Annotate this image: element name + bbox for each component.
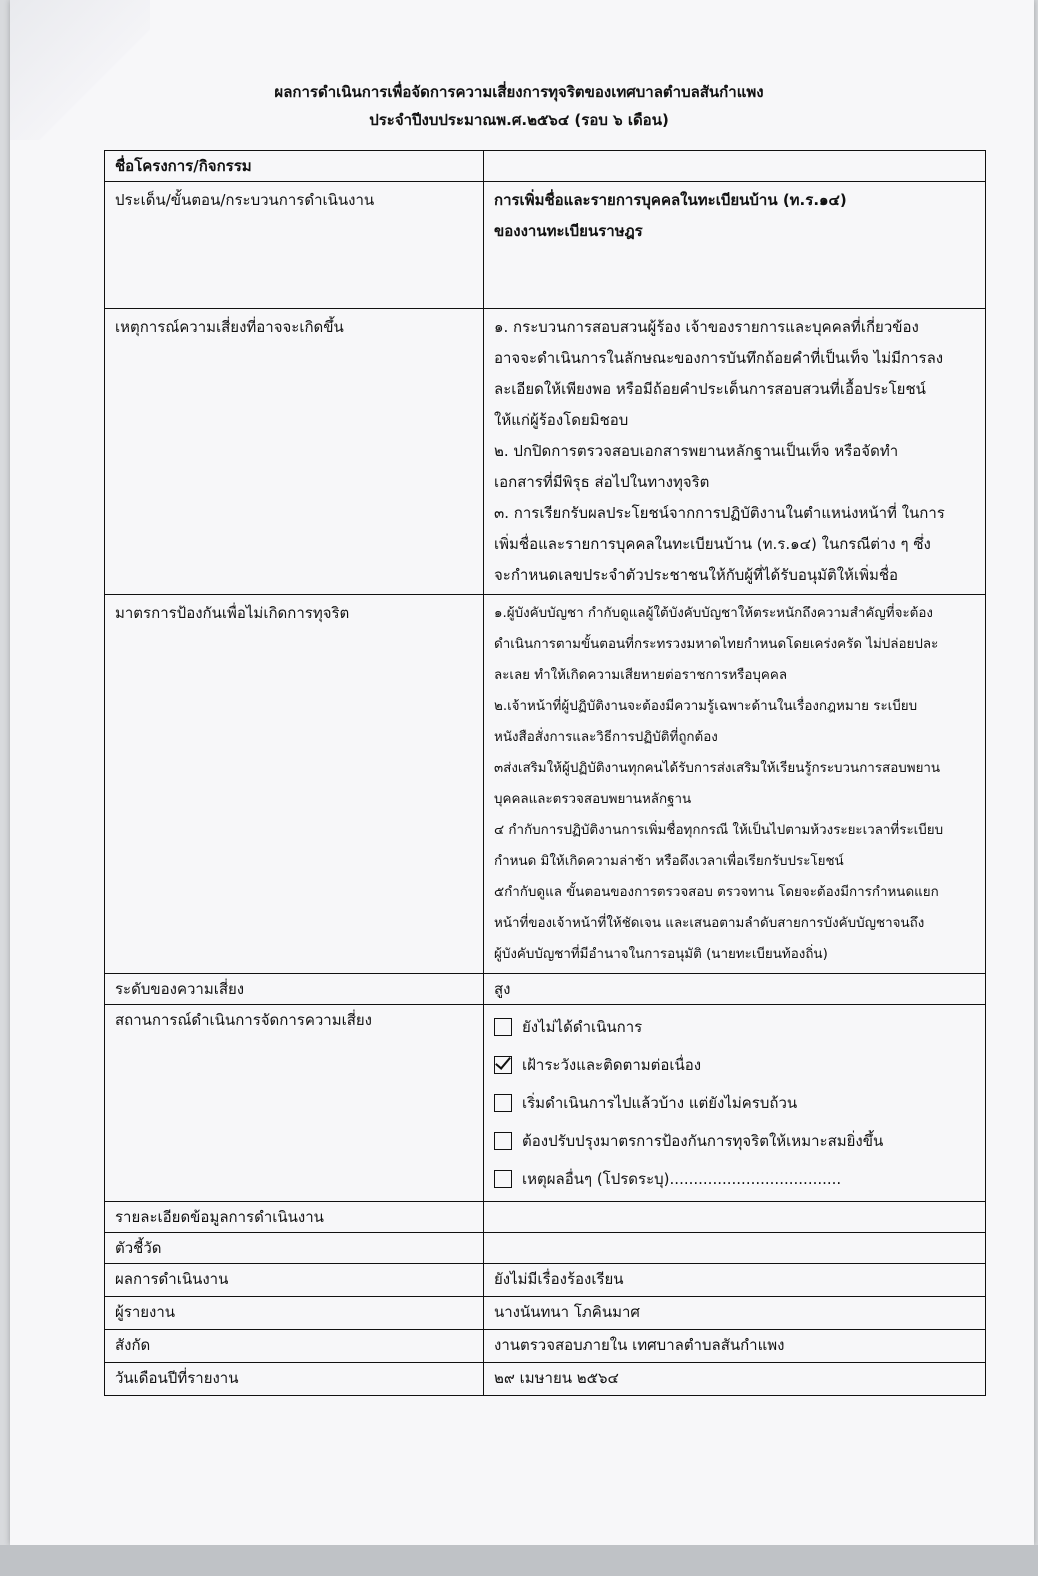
measure-line: กำหนด มิให้เกิดความล่าช้า หรือดึงเวลาเพื่อเรียกรับประโยชน์ [494, 854, 844, 869]
risk-line: ๓. การเรียกรับผลประโยชน์จากการปฏิบัติงานในตำแหน่งหน้าที่ ในการ [494, 504, 945, 522]
detail-label: รายละเอียดข้อมูลการดำเนินงาน [105, 1202, 484, 1233]
measure-line: หนังสือสั่งการและวิธีการปฏิบัติที่ถูกต้อง [494, 730, 718, 745]
status-option-label: ต้องปรับปรุงมาตรการป้องกันการทุจริตให้เหมาะสมยิ่งขึ้น [522, 1132, 884, 1150]
table-row [105, 1202, 986, 1233]
table-row [105, 151, 986, 182]
risk-line: ละเอียดให้เพียงพอ หรือมีถ้อยคำประเด็นการสอบสวนที่เอื้อประโยชน์ [494, 380, 926, 398]
affiliation-label: สังกัด [105, 1330, 484, 1363]
issue-value [484, 182, 986, 309]
table-row [105, 1233, 986, 1264]
status-option-label: ยังไม่ได้ดำเนินการ [522, 1018, 643, 1036]
result-value: ยังไม่มีเรื่องร้องเรียน [484, 1264, 986, 1297]
reporter-label: ผู้รายงาน [105, 1297, 484, 1330]
status-option-label: เริ่มดำเนินการไปแล้วบ้าง แต่ยังไม่ครบถ้วน [522, 1094, 798, 1112]
date-value: ๒๙ เมษายน ๒๕๖๔ [484, 1363, 986, 1396]
status-option[interactable] [494, 1122, 975, 1160]
issue-label: ประเด็น/ขั้นตอน/กระบวนการดำเนินงาน [105, 182, 484, 309]
measure-line: ๔ กำกับการปฏิบัติงานการเพิ่มชื่อทุกกรณี ให้เป็นไปตามห้วงระยะเวลาที่ระเบียบ [494, 823, 944, 838]
project-label: ชื่อโครงการ/กิจกรรม [105, 151, 484, 182]
measures-value [484, 595, 986, 974]
measures-label: มาตรการป้องกันเพื่อไม่เกิดการทุจริต [105, 595, 484, 974]
risk-line: จะกำหนดเลขประจำตัวประชาชนให้กับผู้ที่ได้รับอนุมัติให้เพิ่มชื่อ [494, 566, 899, 584]
affiliation-value: งานตรวจสอบภายใน เทศบาลตำบลสันกำแพง [484, 1330, 986, 1363]
table-row [105, 1330, 986, 1363]
risk-line: เพิ่มชื่อและรายการบุคคลในทะเบียนบ้าน (ท.ร.๑๔) ในกรณีต่าง ๆ ซึ่ง [494, 535, 931, 553]
level-value: สูง [484, 974, 986, 1005]
measure-line: ดำเนินการตามขั้นตอนที่กระทรวงมหาดไทยกำหนดโดยเคร่งครัด ไม่ปล่อยปละ [494, 637, 939, 652]
status-option-label: เฝ้าระวังและติดตามต่อเนื่อง [522, 1056, 702, 1074]
status-option[interactable] [494, 1008, 975, 1046]
table-row [105, 1264, 986, 1297]
table-row [105, 595, 986, 974]
table-row [105, 182, 986, 309]
checkbox-unchecked[interactable] [494, 1170, 512, 1188]
issue-line: การเพิ่มชื่อและรายการบุคคลในทะเบียนบ้าน (ท.ร.๑๔) [494, 191, 847, 209]
table-row [105, 1005, 986, 1202]
measure-line: บุคคลและตรวจสอบพยานหลักฐาน [494, 792, 692, 807]
indicator-value [484, 1233, 986, 1264]
reporter-value: นางนันทนา โภคินมาศ [484, 1297, 986, 1330]
risk-label: เหตุการณ์ความเสี่ยงที่อาจจะเกิดขึ้น [105, 309, 484, 595]
detail-value [484, 1202, 986, 1233]
document-subtitle: ประจำปีงบประมาณพ.ศ.๒๕๖๔ (รอบ ๖ เดือน) [369, 111, 669, 129]
table-row [105, 1363, 986, 1396]
report-table [104, 150, 986, 1396]
document-title: ผลการดำเนินการเพื่อจัดการความเสี่ยงการทุจริตของเทศบาลตำบลสันกำแพง [274, 83, 764, 101]
measure-line: ละเลย ทำให้เกิดความเสียหายต่อราชการหรือบุคคล [494, 668, 788, 683]
status-option[interactable] [494, 1046, 975, 1084]
background-surface [0, 1545, 1038, 1576]
status-option[interactable] [494, 1160, 975, 1198]
measure-line: ผู้บังคับบัญชาที่มีอำนาจในการอนุมัติ (นายทะเบียนท้องถิ่น) [494, 947, 828, 962]
measure-line: หน้าที่ของเจ้าหน้าที่ให้ชัดเจน และเสนอตามลำดับสายการบังคับบัญชาจนถึง [494, 916, 925, 931]
risk-line: เอกสารที่มีพิรุธ ส่อไปในทางทุจริต [494, 473, 710, 491]
risk-line: ๒. ปกปิดการตรวจสอบเอกสารพยานหลักฐานเป็นเท็จ หรือจัดทำ [494, 442, 899, 460]
risk-line: ๑. กระบวนการสอบสวนผู้ร้อง เจ้าของรายการและบุคคลที่เกี่ยวข้อง [494, 318, 919, 336]
level-label: ระดับของความเสี่ยง [105, 974, 484, 1005]
risk-line: ให้แก่ผู้ร้องโดยมิชอบ [494, 411, 629, 429]
project-value [484, 151, 986, 182]
table-row [105, 974, 986, 1005]
status-options [484, 1005, 986, 1202]
measure-line: ๑.ผู้บังคับบัญชา กำกับดูแลผู้ใต้บังคับบัญชาให้ตระหนักถึงความสำคัญที่จะต้อง [494, 606, 933, 621]
checkbox-unchecked[interactable] [494, 1018, 512, 1036]
measure-line: ๒.เจ้าหน้าที่ผู้ปฏิบัติงานจะต้องมีความรู้เฉพาะด้านในเรื่องกฎหมาย ระเบียบ [494, 699, 918, 714]
status-option-label: เหตุผลอื่นๆ (โปรดระบุ).................................... [522, 1170, 842, 1188]
status-label: สถานการณ์ดำเนินการจัดการความเสี่ยง [105, 1005, 484, 1202]
risk-line: อาจจะดำเนินการในลักษณะของการบันทึกถ้อยคำที่เป็นเท็จ ไม่มีการลง [494, 349, 944, 367]
indicator-label: ตัวชี้วัด [105, 1233, 484, 1264]
risk-value [484, 309, 986, 595]
measure-line: ๓ส่งเสริมให้ผู้ปฏิบัติงานทุกคนได้รับการส่งเสริมให้เรียนรู้กระบวนการสอบพยาน [494, 761, 941, 776]
measure-line: ๕กำกับดูแล ขั้นตอนของการตรวจสอบ ตรวจทาน โดยจะต้องมีการกำหนดแยก [494, 885, 939, 900]
issue-line: ของงานทะเบียนราษฎร [494, 222, 643, 240]
checkbox-unchecked[interactable] [494, 1132, 512, 1150]
table-row [105, 1297, 986, 1330]
table-row [105, 309, 986, 595]
checkbox-checked[interactable] [494, 1056, 512, 1074]
date-label: วันเดือนปีที่รายงาน [105, 1363, 484, 1396]
result-label: ผลการดำเนินงาน [105, 1264, 484, 1297]
checkbox-unchecked[interactable] [494, 1094, 512, 1112]
status-option[interactable] [494, 1084, 975, 1122]
